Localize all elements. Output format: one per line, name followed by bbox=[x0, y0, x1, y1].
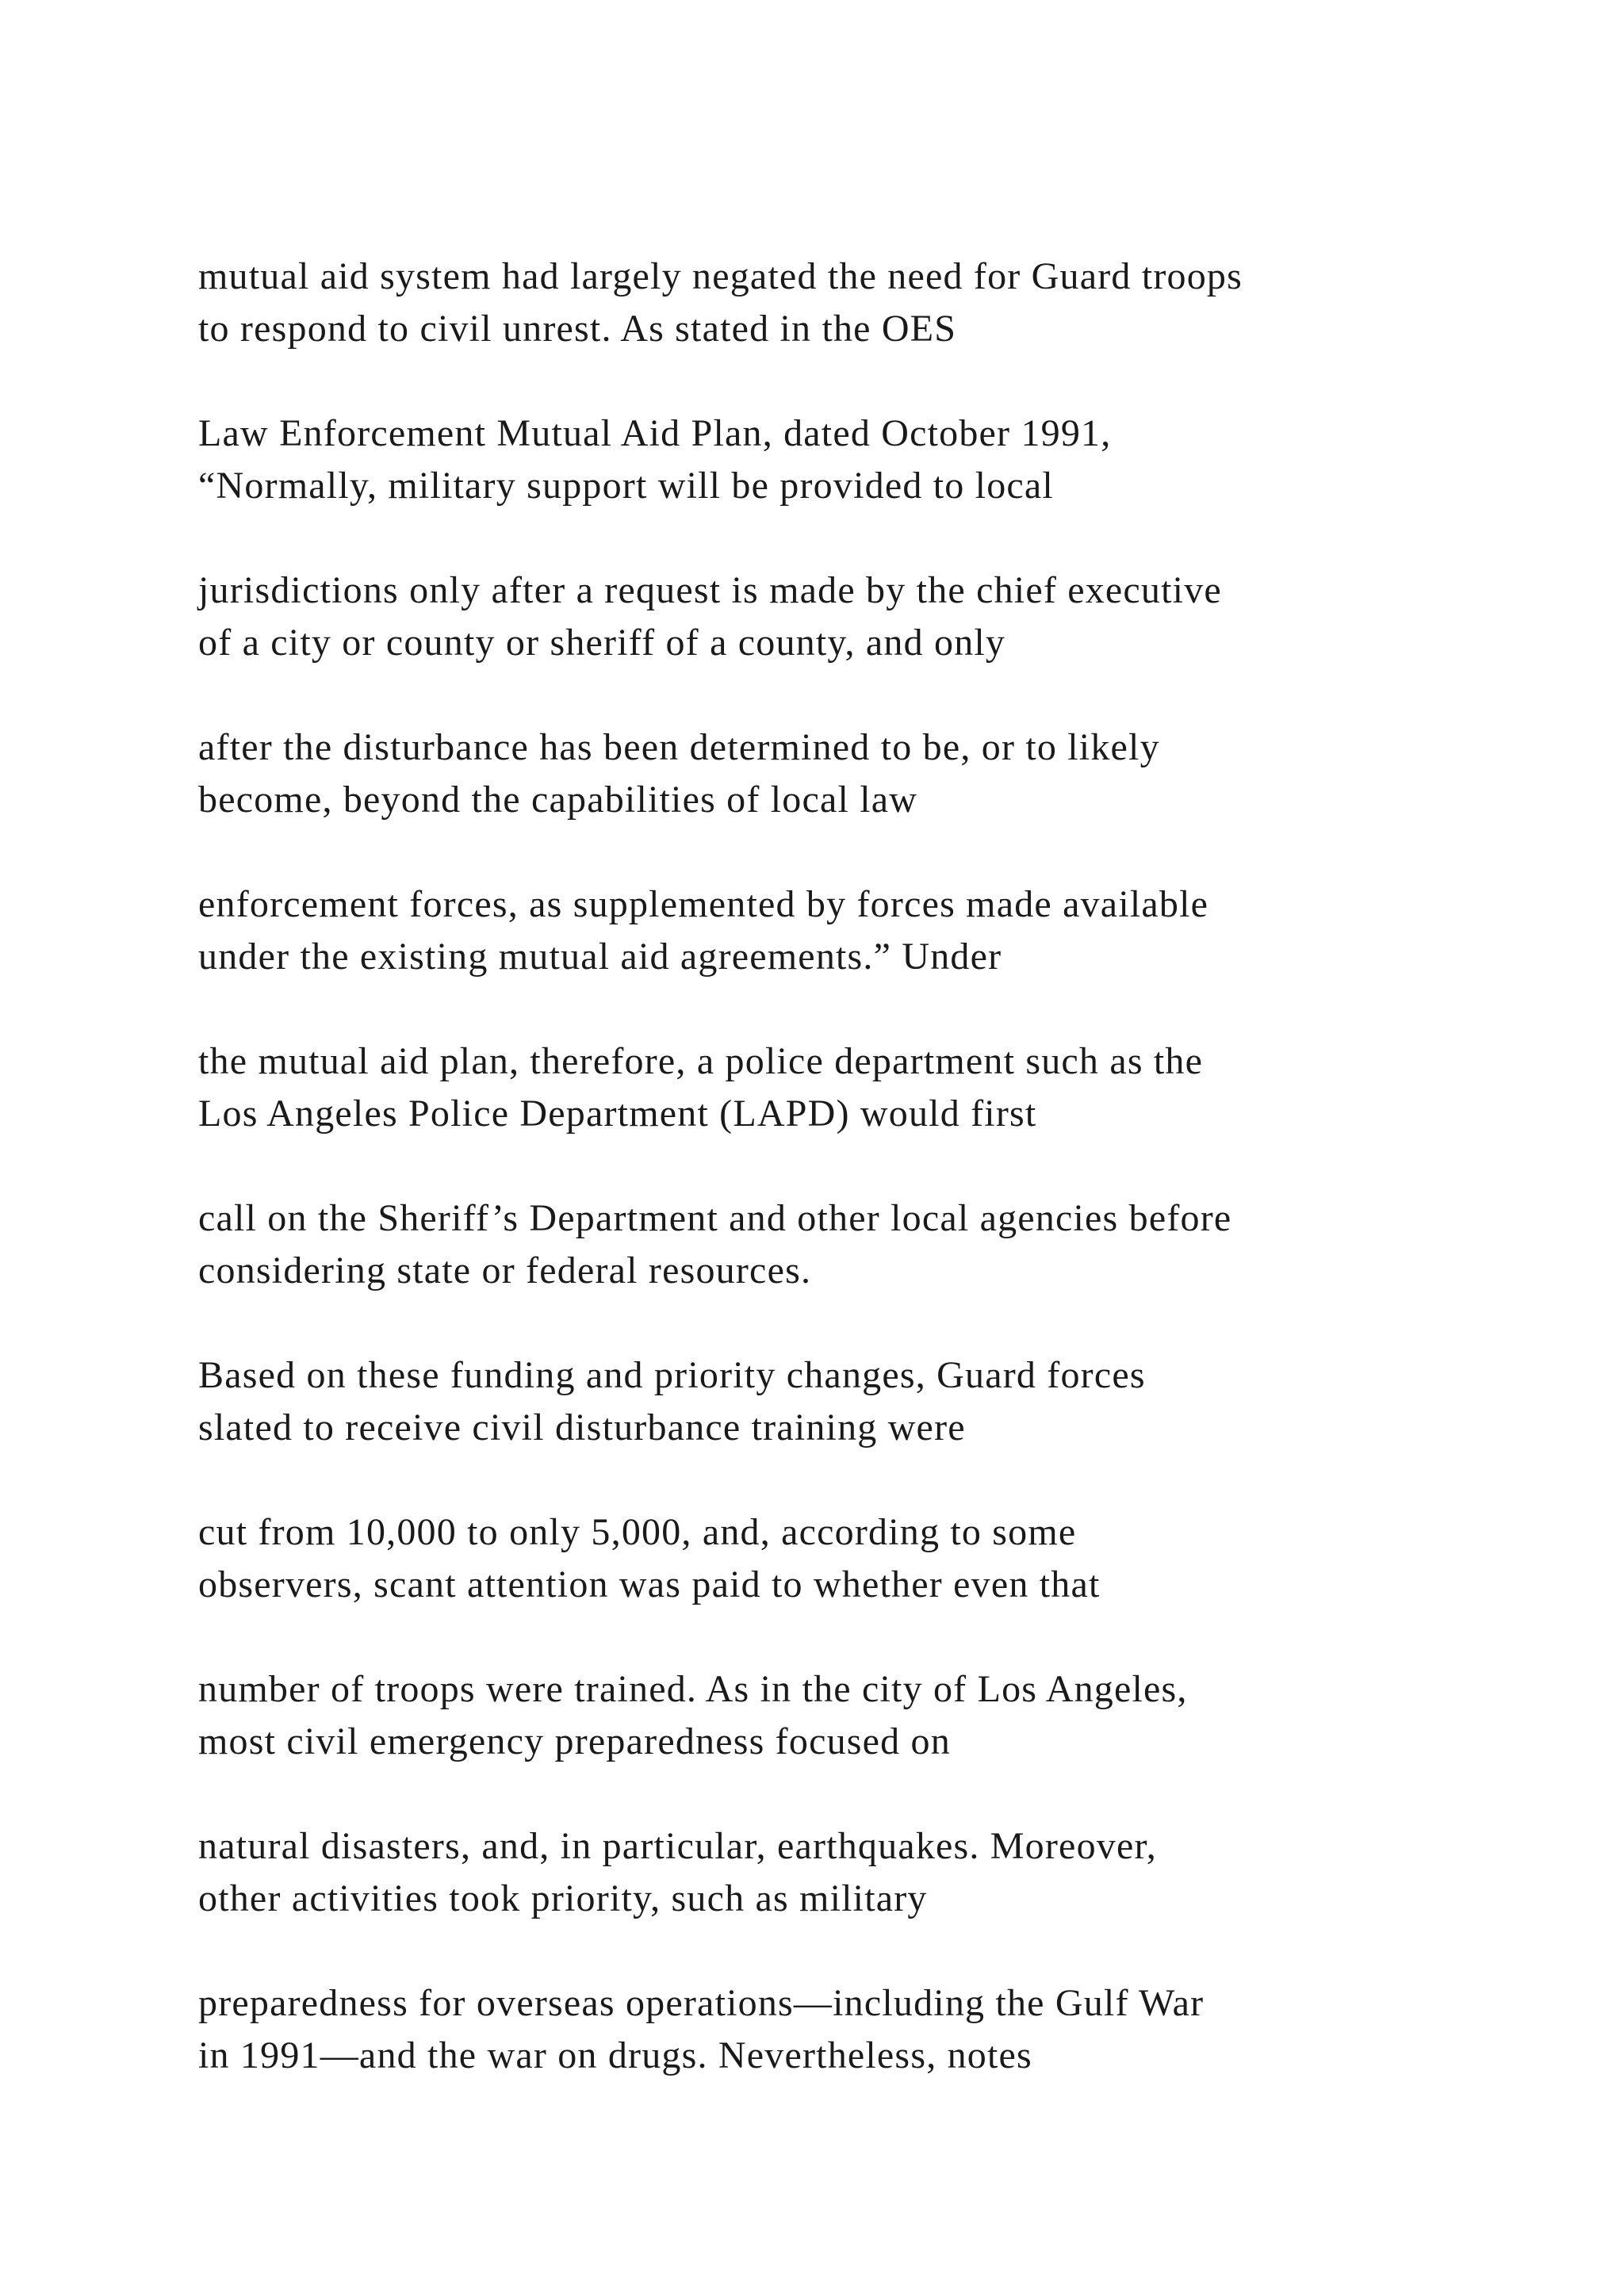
text-line: call on the Sheriff’s Department and other local agencies before bbox=[198, 1197, 1232, 1239]
paragraph-3 bbox=[198, 564, 1546, 669]
text-line: Los Angeles Police Department (LAPD) would first bbox=[198, 1093, 1037, 1135]
text-line: considering state or federal resources. bbox=[198, 1249, 812, 1292]
text-line: in 1991—and the war on drugs. Nevertheless, notes bbox=[198, 2034, 1032, 2076]
text-line: Law Enforcement Mutual Aid Plan, dated October 1991, bbox=[198, 412, 1112, 454]
text-line: jurisdictions only after a request is made by the chief executive bbox=[198, 569, 1222, 611]
text-line: preparedness for overseas operations—including the Gulf War bbox=[198, 1982, 1205, 2024]
text-line: mutual aid system had largely negated the need for Guard troops bbox=[198, 255, 1243, 297]
paragraph-4 bbox=[198, 721, 1546, 826]
paragraph-11 bbox=[198, 1820, 1546, 1925]
text-line: natural disasters, and, in particular, earthquakes. Moreover, bbox=[198, 1825, 1157, 1867]
paragraph-12 bbox=[198, 1977, 1546, 2082]
text-line: Based on these funding and priority changes, Guard forces bbox=[198, 1354, 1146, 1396]
text-line: to respond to civil unrest. As stated in the OES bbox=[198, 308, 957, 350]
paragraph-7 bbox=[198, 1192, 1546, 1297]
text-line: of a city or county or sheriff of a county, and only bbox=[198, 622, 1006, 664]
paragraph-5 bbox=[198, 878, 1546, 983]
paragraph-9 bbox=[198, 1506, 1546, 1611]
paragraph-8 bbox=[198, 1349, 1546, 1454]
paragraph-1 bbox=[198, 251, 1546, 355]
document-body bbox=[198, 251, 1546, 2134]
text-line: become, beyond the capabilities of local law bbox=[198, 779, 918, 821]
text-line: the mutual aid plan, therefore, a police department such as the bbox=[198, 1040, 1204, 1082]
paragraph-6 bbox=[198, 1035, 1546, 1140]
text-line: “Normally, military support will be provided to local bbox=[198, 465, 1054, 507]
text-line: enforcement forces, as supplemented by forces made available bbox=[198, 883, 1209, 925]
text-line: under the existing mutual aid agreements.” Under bbox=[198, 936, 1002, 978]
text-line: slated to receive civil disturbance training were bbox=[198, 1406, 966, 1448]
paragraph-2 bbox=[198, 408, 1546, 512]
text-line: cut from 10,000 to only 5,000, and, according to some bbox=[198, 1511, 1077, 1553]
text-line: observers, scant attention was paid to whether even that bbox=[198, 1563, 1101, 1605]
text-line: other activities took priority, such as military bbox=[198, 1877, 928, 1919]
paragraph-10 bbox=[198, 1663, 1546, 1768]
text-line: most civil emergency preparedness focused on bbox=[198, 1720, 951, 1762]
text-line: number of troops were trained. As in the city of Los Angeles, bbox=[198, 1668, 1188, 1710]
text-line: after the disturbance has been determined to be, or to likely bbox=[198, 726, 1160, 768]
